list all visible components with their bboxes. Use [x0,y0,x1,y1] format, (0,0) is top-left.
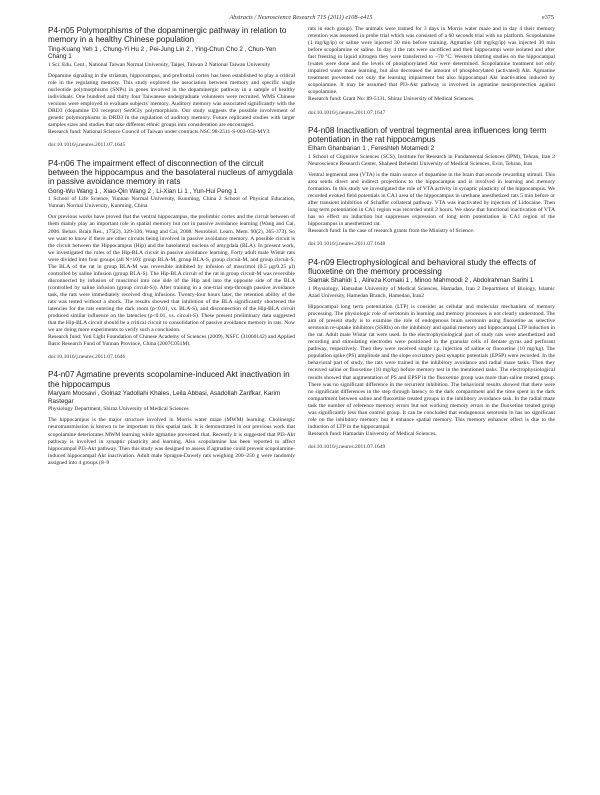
abstract-research-fund: Research fund: Hamadan University of Medical Sciences. [308,430,437,437]
abstract-body: Our previous works have proved that the ventral hippocampus, the prelimbic cortex and the circuit between of them mainly play an important role in spatial memory but not in passive avoidance learning (Wang and Cai, 2006. Behav. Brain Res., 175(2), 329-336; Wang and Cai, 2008. Neurobiol. Learn. Mem. 90(2), 365-373). So we want to know if there are other circuits being involved in passive avoidance memory. A possible circuit is the circuit between the Hippocampus (Hip) and the basolateral nucleus of amygdala (BLA). In present work, we investigated the roles of the Hip-BLA circuit in passive avoidance learning. Forty adult male Wistar rats were divided into four groups (all N=10): group BLA-M, group BLA-S, group circuit-M, and group circuit-S. The BLA of the rat in group BLA-M was reversible inhibited by infusion of muscimol (0.5 μg/0.25 μl) controlled by saline infusion (group BLA-S). The Hip-BLA circuit of the rat in group circuit-M was reversible disconnected by infusion of muscimol into one side of the Hip and into the opposite side of the BLA (controlled by saline infusion (group circuit-S)). After training in a one-trial step-through passive avoidance task, the rats were immediately received drug infusions. Twenty-four hours later, the retention ability of the rats was tested without a shock. The results showed that inhibition of the BLA significantly shortened the latencies for the rats entering the dark room (p<0.01, vs. BLA-S), and disconnection of the Hip-BLA circuit produced similar influence on the latencies (p<0.01, vs. circuit-S). These present preliminary data suggested that the Hip-BLA circuit should be a critical circuit to consolidation of passive avoidance memory in rats. Now we are doing more experiments to verify such a conclusion. [48,214,295,334]
abstract-body-part1: The hippocampus is the major structure involved in Morris water maze (MWM) learning. Cholinergic neurotransmission is known to be important in this spatial task. It is demonstrated in our previous work that scopolamine deteriorates MWM learning while agmatine prevented that. Recently it is suggested that PI3-Akt pathway is involved in synaptic plasticity and learning. Also scopolamine has been reported to affect hippocampal PI3-Akt pathway. Then this study was designed to assess if agmatine could prevent scopolamine-induced hippocampal Akt inactivation. Adult male Sprague-Dawely rats weighing 200–250 g were randomly assigned into 4 groups (8–9 [48,417,295,466]
abstract-doi: doi:10.1016/j.neures.2011.07.1648 [308,241,386,248]
abstract-p4-n07 [48,370,295,466]
right-column [308,26,555,460]
running-head: Abstracts / Neuroscience Research 71S (2011) e108–e415 [229,14,373,21]
abstract-p4-n09 [308,258,555,451]
abstract-affiliations: 1 Physiology, Hamadan University of Medical Sciences, Hamadan, Iran 2 Department of Biology, Islamic Azad University, Hamedan Branch, Hamedan, Iran2 [308,285,555,299]
abstract-title: P4-n08 Inactivation of ventral tegmental area influences long term potentiation in the rat hippocampus [308,125,547,144]
abstract-title: P4-n07 Agmatine prevents scopolamine-induced Akt inactivation in the hippocampus [48,370,290,389]
abstract-title: P4-n09 Electrophysiological and behavioral study the effects of fluoxetine on the memory processing [308,257,536,276]
abstract-authors: Ting-Kuang Yeh 1 , Chung-Yi Hu 2 , Pei-Jung Lin 2 , Ying-Chun Cho 2 , Chun-Yen Chang 1 [48,45,276,61]
left-column [48,26,295,476]
abstract-affiliations: Physiology Department, Shiraz University of Medical Sciences [48,406,189,413]
abstract-p4-n07-continued [308,26,555,117]
abstract-authors: Siamak Shahidi 1 , Alireza Komaki 1 , Minoo Mahmoodi 2 , Abdolrahman Sarihi 1 [308,277,534,285]
abstract-doi: doi:10.1016/j.neures.2011.07.1646 [48,354,126,361]
abstract-authors: Gong-Wu Wang 1 , Xiao-Qin Wang 2 , Li-Xian Li 1 , Yun-Hui Peng 1 [48,187,238,195]
abstract-doi: doi:10.1016/j.neures.2011.07.1645 [48,142,126,149]
abstract-title: P4-n05 Polymorphisms of the dopaminergic pathway in relation to memory in a healthy Chinese population [48,26,287,45]
abstract-research-fund: Research fund: National Science Council of Taiwan under contracts NSC 98-2511-S-003-050-MY3. [48,129,271,136]
abstract-affiliations: 1 School of Cognitive Sciences (SCS), Institute for Research in Fundamental Sciences (IPM), Tehran, Iran 2 Neuroscience Research Center, Shaheed Beheshti University of Medical Sciences, Evin, Tehran, Iran [308,153,555,168]
abstract-body: Ventral tegmental area (VTA) is the main source of dopamine in the brain that encode rewarding stimuli. This area sends direct and indirect projections to the hippocampus and is involved in learning and memory formation. In this study we investigated the role of VTA activity in synaptic plasticity of the hippocampus. We recorded evoked field potentials in CA1 area of the hippocampus in urethane anesthetized rats 5 min before or after transient inhibition of Schaffer collateral pathway. VTA was inactivated by injection of Lidocaine. Then long term potentiation in CA1 region was recorded until 2 hours. We show that functional inactivation of VTA has no effect on induction but suppresses expression of long term potentiation in CA1 region of the hippocampus in anesthetized rat. [308,172,555,228]
abstract-authors: Maryam Moosavi , Golnaz Yadollahi Khales, Leila Abbasi, Asadollah Zarifkar, Karim Rastegar [48,390,281,405]
abstract-affiliations: 1 School of Life Science, Yunnan Normal University, Kunming, China 2 School of Physical Education, Yunnan Normal University, Kunming, China [48,196,295,210]
abstract-p4-n05 [48,26,295,150]
abstract-research-fund: Research fund: In the case of research grants from the Ministry of Science. [308,228,475,235]
abstract-body: Hippocampal long term potentiation (LTP) is consider as cellular and molecular mechanism of memory processing. The physiologic role of serotonin in learning and memory processes is not clearly understood. The aim of present study is to examine the role of endogenous brain serotonin using fluoxetine as selective serotonin re-uptake inhibitors (SSRIs) on the inhibitory and spatial memory and hippocampal LTP induction in the rat. Adult male Wistar rat were used. In the electrophysiological part of study rats were anesthetized and recording and stimulating electrodes were positioned in the granular cells of dentate gyrus and perforant pathway, respectively. Then they were received single i.p. injection of saline or fluoxetine (10 mg/kg). The population spike (PS) amplitude and the slope excitatory post synaptic potentials (EPSP) were recorded. In the behavioral part of study, the rats were trained in the inhibitory avoidance and radial maze tasks. Then they received saline or fluoxetine (10 mg/kg) before memory test in the mentioned tasks. The electrophysiological results showed that augmentation of PS and EPSP in the fluoxetine group was more than saline treated group. There was no significant difference in the recurrent inhibition. The behavioral results showed that there were no significant differences in the step through latency to the dark compartment and the time spent in the dark compartment between saline and fluoxetine treated groups in the inhibitory avoidance task. In the radial maze task the number of reference memory errors but not working memory errors in the fluoxetine treated group was significantly less than control group. It can be concluded that endogenous serotonin in has no significant role on the inhibitory memory but it enhance spatial memory. This memory enhancer effect is due to the induction of LTP in the hippocampal. [308,304,555,430]
abstract-research-fund: Research fund: Yeti Light Foundation of Chinese Academy of Sciences (2009), NSFC (31060142) and Applied Basic Research Fund of Yunnan Province, China (2007C051M). [48,334,295,348]
abstract-doi: doi:10.1016/j.neures.2011.07.1649 [308,443,386,450]
abstract-affiliations: 1 Sci. Edu. Cent., National Taiwan Normal University, Taipei, Taiwan 2 National Taiwan University [48,62,271,68]
abstract-title: P4-n06 The impairment effect of disconnection of the circuit between the hippocampus and the basolateral nucleus of amygdala in passive avoidance memory in rats [48,158,293,187]
abstract-p4-n06 [48,159,295,362]
abstract-authors: Elham Ghanbarian 1 , Fereshteh Motamedi 2 [308,145,435,153]
abstract-body-part2: rats in each group). The animals were trained for 3 days in Morris water maze and in day 4 their memory retention was assessed in probe trial which was consisted of a 60 seconds trial with no platform. Scopolamine (1 mg/kg/ip) or saline were injected 30 min before training. Agmatine (40 mg/kg/ip) was injected 30 min before scopolamine or saline. In day 4 the rats were sacrificed and their hippocampi were isolated and after fast freezing in liquid nitrogen they were transferred to −70 °C. Western blotting studies on the hippocampal lysates were done and the levels of phosphorylated Akt were determined. Scopolamine treatment not only impaired water maze learning, but also decreased the amount of phosphorylated (activated) Akt. Agmatine treatment prevented not only the learning impairment but also hippocampal Akt inactivation induced by scopolamine. It may be assumed that PI3-Akt pathway is involved in agmatine neuroprotection against scopolamine. [308,26,555,96]
abstract-doi: doi:10.1016/j.neures.2011.07.1647 [308,109,386,116]
abstract-p4-n08 [308,126,555,249]
abstract-research-fund: Research fund: Grant No: 89-5131, Shiraz University of Medical Sciences. [308,96,475,103]
page-number: e375 [541,14,554,21]
abstract-body: Dopamine signaling in the striatum, hippocampus, and prefrontal cortex has been established to play a critical role in the regulating memory. This study explored the association between memory and specific single nucleotide polymorphisms (SNPs) in genes involved in the dopaminergic pathway in a sample of healthy individuals. One hundred and thirty four Taiwanese undergraduate volunteers were recruited. WMS Chinese versions were employed to evaluate subjects' memory. Auditory memory was associated significantly with the DRD3 (dopamine D3 receptor) Ser9Gly polymorphism. Our study suggests the possible involvement of genetic polymorphisms in DRD3 in the regulation of auditory memory. Future replicated studies with larger samples sizes and studies that take different ethnic groups into consideration are encouraged. [48,73,295,129]
